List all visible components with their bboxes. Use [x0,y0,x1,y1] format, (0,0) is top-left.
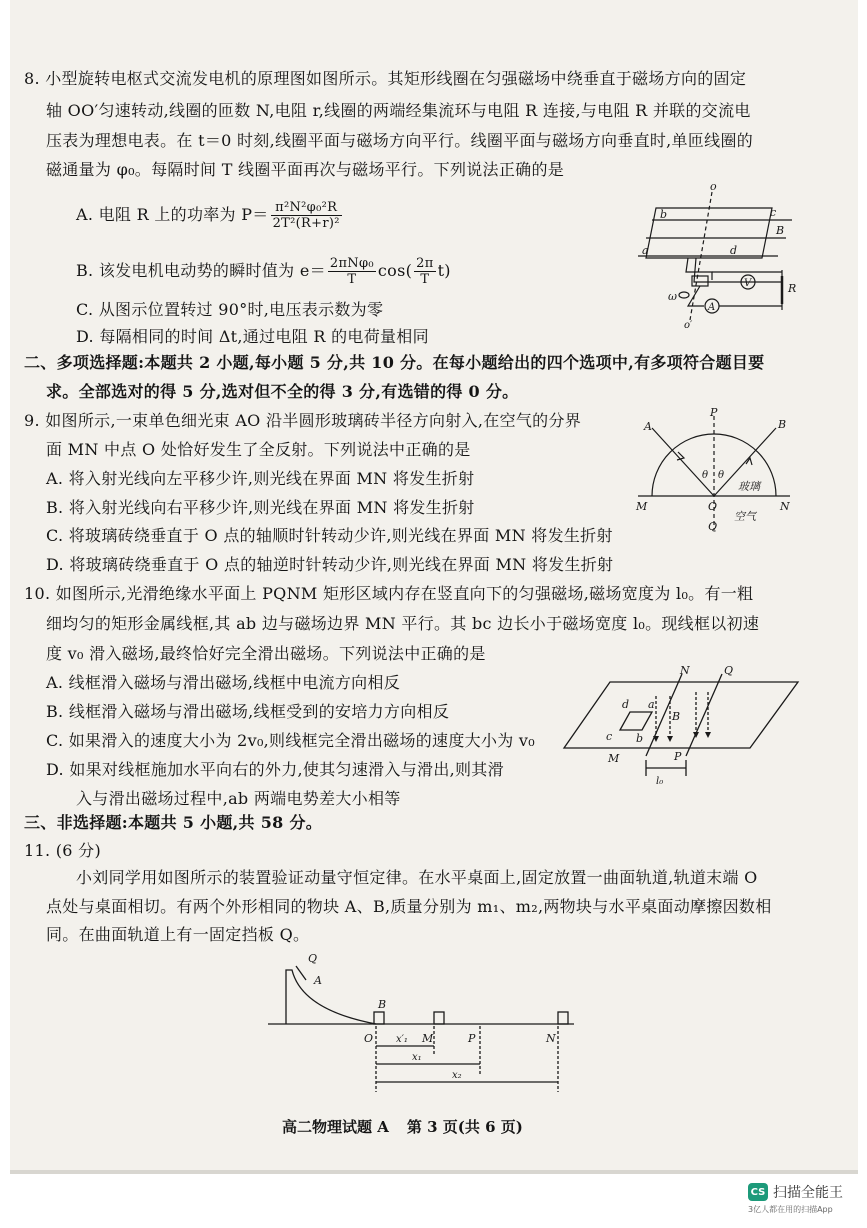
q10-fig-label-q: Q [724,664,734,677]
q8-option-b-prefix: B. 该发电机电动势的瞬时值为 e＝ [76,261,326,280]
section-2-heading-line-2: 求。全部选对的得 5 分,选对但不全的得 3 分,有选错的得 0 分。 [46,382,519,401]
q10-fig-label-b: b [636,732,644,745]
q8-option-b-suffix: t) [437,261,451,280]
q8-fig-label-omega: ω [668,290,677,303]
q9-fig-label-o: O [708,500,718,513]
q8-line-2: 轴 OO′匀速转动,线圈的匝数 N,电阻 r,线圈的两端经集流环与电阻 R 连接,与电阻 R 并联的交流电 [46,101,751,120]
q10-fig-label-field: B [672,710,681,723]
q11-apparatus-figure [262,946,582,1096]
q8-option-b-cos: cos( [377,261,413,280]
q10-option-b: B. 线框滑入磁场与滑出磁场,线框受到的安培力方向相反 [46,702,450,721]
scanner-logo-icon: CS [748,1183,768,1201]
q10-fig-label-d: d [622,698,630,711]
q11-line-1: 小刘同学用如图所示的装置验证动量守恒定律。在水平桌面上,固定放置一曲面轨道,轨道末端 O [76,868,758,887]
q9-fig-label-theta-right: θ [718,470,725,481]
q10-fig-label-l0: l₀ [656,776,664,787]
q9-fig-label-q: Q [708,520,718,533]
scanner-watermark [748,1182,843,1202]
q8-option-b-numerator-2: 2π [416,256,434,271]
q10-line-2: 细均匀的矩形金属线框,其 ab 边与磁场边界 MN 平行。其 bc 边长小于磁场宽度 l₀。现线框以初速 [46,614,760,633]
q11-fig-label-n: N [546,1032,556,1045]
q11-fig-label-x1-prime: x′₁ [396,1034,408,1045]
q8-line-3: 压表为理想电表。在 t＝0 时刻,线圈平面与磁场方向平行。线圈平面与磁场方向垂直时,单匝线圈的 [46,131,754,150]
q9-fig-label-n: N [780,500,790,513]
scanner-slogan: 3亿人都在用的扫描App [748,1205,833,1214]
q8-option-a-numerator: π²N²φ₀²R [271,200,342,216]
q8-fig-voltmeter: V [744,278,752,289]
q8-option-b-fraction-2 [414,256,435,287]
q8-option-b-denominator-1: T [347,272,357,287]
q10-fig-label-c: c [606,730,613,743]
q9-fig-label-theta-left: θ [702,470,709,481]
q9-option-b: B. 将入射光线向右平移少许,则光线在界面 MN 将发生折射 [46,498,475,517]
footer-exam-title: 高二物理试题 A [282,1118,389,1136]
q10-option-a: A. 线框滑入磁场与滑出磁场,线框中电流方向相反 [46,673,401,692]
q11-header: 11. (6 分) [24,841,101,860]
q9-fig-label-a: A [644,420,652,433]
q10-option-c: C. 如果滑入的速度大小为 2v₀,则线框完全滑出磁场的速度大小为 v₀ [46,731,535,750]
q9-fig-label-glass: 玻璃 [738,480,760,493]
page-edge [10,1170,858,1174]
q8-fig-label-a: a [642,244,649,257]
q8-fig-label-resistor: R [788,282,797,295]
q8-option-a-prefix: A. 电阻 R 上的功率为 P＝ [76,205,269,224]
q8-fig-label-c: c [770,206,777,219]
q11-fig-label-q: Q [308,952,318,965]
q9-option-d: D. 将玻璃砖绕垂直于 O 点的轴逆时针转动少许,则光线在界面 MN 将发生折射 [46,555,614,574]
q11-fig-label-x1: x₁ [412,1052,422,1063]
q9-option-a: A. 将入射光线向左平移少许,则光线在界面 MN 将发生折射 [46,469,475,488]
q10-fig-label-n: N [680,664,690,677]
q9-line-2: 面 MN 中点 O 处恰好发生了全反射。下列说法中正确的是 [46,440,471,459]
q9-line-1: 9. 如图所示,一束单色细光束 AO 沿半圆形玻璃砖半径方向射入,在空气的分界 [24,411,582,430]
footer-page-number: 第 3 页(共 6 页) [406,1118,523,1136]
q8-fig-label-o: o [710,180,717,193]
q10-line-1: 10. 如图所示,光滑绝缘水平面上 PQNM 矩形区域内存在竖直向下的匀强磁场,磁场宽度为 l₀。有一粗 [24,584,754,603]
q8-generator-figure [622,180,808,330]
q10-fig-label-a: a [648,698,655,711]
q9-fig-label-p: P [710,406,718,419]
q8-fig-label-o-prime: o′ [684,320,693,330]
q8-fig-label-d: d [730,244,738,257]
q8-fig-label-field: B [776,224,785,237]
q8-option-b-denominator-2: T [420,272,430,287]
q10-line-3: 度 v₀ 滑入磁场,最终恰好完全滑出磁场。下列说法中正确的是 [46,644,486,663]
q8-option-b [76,256,451,287]
q9-option-c: C. 将玻璃砖绕垂直于 O 点的轴顺时针转动少许,则光线在界面 MN 将发生折射 [46,526,613,545]
q11-fig-label-o: O [364,1032,374,1045]
q8-line-4: 磁通量为 φ₀。每隔时间 T 线圈平面再次与磁场平行。下列说法正确的是 [46,160,565,179]
q9-fig-label-air: 空气 [734,510,756,523]
q8-line-1: 8. 小型旋转电枢式交流发电机的原理图如图所示。其矩形线圈在匀强磁场中绕垂直于磁场方向的固定 [24,69,747,88]
q10-option-d-continued: 入与滑出磁场过程中,ab 两端电势差大小相等 [76,789,401,808]
q9-fig-label-b: B [778,418,787,431]
q8-fig-label-b: b [660,208,668,221]
q11-line-3: 同。在曲面轨道上有一固定挡板 Q。 [46,925,310,944]
q9-glass-figure [628,406,798,534]
q11-line-2: 点处与桌面相切。有两个外形相同的物块 A、B,质量分别为 m₁、m₂,两物块与水平桌面动摩擦因数相 [46,897,772,916]
section-3-heading: 三、非选择题:本题共 5 小题,共 58 分。 [24,813,323,832]
q8-option-b-numerator-1: 2πNφ₀ [329,256,374,271]
q8-option-a-fraction [271,200,342,231]
q11-fig-label-x2: x₂ [452,1070,462,1081]
q8-option-a-denominator: 2T²(R+r)² [272,216,340,231]
q11-fig-label-b: B [378,998,387,1011]
section-2-heading-line-1: 二、多项选择题:本题共 2 小题,每小题 5 分,共 10 分。在每小题给出的四个选项中,有多项符合题目要 [24,353,765,372]
q8-fig-ammeter: A [708,302,716,313]
q8-option-d: D. 每隔相同的时间 Δt,通过电阻 R 的电荷量相同 [76,327,429,346]
q11-fig-label-p: P [468,1032,476,1045]
q8-option-a [76,200,344,231]
q10-option-d: D. 如果对线框施加水平向右的外力,使其匀速滑入与滑出,则其滑 [46,760,504,779]
q10-fig-label-m: M [608,752,620,765]
page-footer [282,1116,541,1137]
q10-field-figure [560,664,810,788]
q11-fig-label-m: M [422,1032,434,1045]
q11-fig-label-a: A [314,974,322,987]
scanner-app-name: 扫描全能王 [773,1185,843,1201]
q8-option-b-fraction-1 [328,256,376,287]
q10-fig-label-p: P [674,750,682,763]
q8-option-c: C. 从图示位置转过 90°时,电压表示数为零 [76,300,384,319]
q9-fig-label-m: M [636,500,648,513]
